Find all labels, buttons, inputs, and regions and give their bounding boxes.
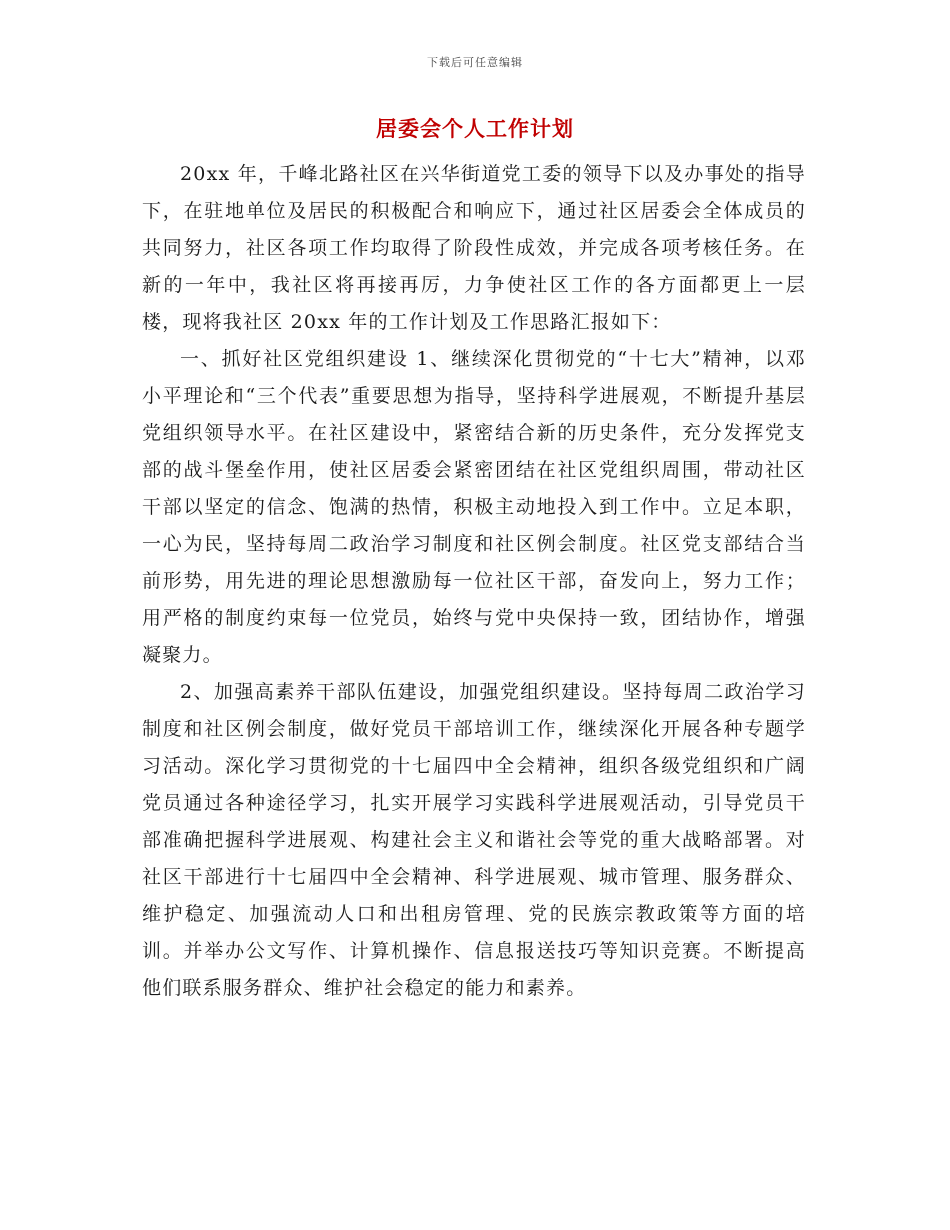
header-note: 下载后可任意编辑 <box>427 56 523 69</box>
document-body <box>142 156 806 1007</box>
paragraph-cadre-team: 2、加强高素养干部队伍建设，加强党组织建设。坚持每周二政治学习制度和社区例会制度，做好党员干部培训工作，继续深化开展各种专题学习活动。深化学习贯彻党的十七届四中全会精神，组织各级党组织和广阔党员通过各种途径学习，扎实开展学习实践科学进展观活动，引导党员干部准确把握科学进展观、构建社会主义和谐社会等党的重大战略部署。对社区干部进行十七届四中全会精神、科学进展观、城市管理、服务群众、维护稳定、加强流动人口和出租房管理、党的民族宗教政策等方面的培训。并举办公文写作、计算机操作、信息报送技巧等知识竞赛。不断提高他们联系服务群众、维护社会稳定的能力和素养。 <box>142 681 806 999</box>
document-title: 居委会个人工作计划 <box>376 116 574 141</box>
paragraph-intro: 20xx 年，千峰北路社区在兴华街道党工委的领导下以及办事处的指导下，在驻地单位及居民的积极配合和响应下，通过社区居委会全体成员的共同努力，社区各项工作均取得了阶段性成效，并完成各项考核任务。在新的一年中，我社区将再接再厉，力争使社区工作的各方面都更上一层楼，现将我社区 20xx 年的工作计划及工作思路汇报如下： <box>142 163 806 333</box>
paragraph-party-organization: 一、抓好社区党组织建设 1、继续深化贯彻党的“十七大”精神，以邓小平理论和“三个代表”重要思想为指导，坚持科学进展观，不断提升基层党组织领导水平。在社区建设中，紧密结合新的历史条件，充分发挥党支部的战斗堡垒作用，使社区居委会紧密团结在社区党组织周围，带动社区干部以坚定的信念、饱满的热情，积极主动地投入到工作中。立足本职，一心为民，坚持每周二政治学习制度和社区例会制度。社区党支部结合当前形势，用先进的理论思想激励每一位社区干部，奋发向上，努力工作；用严格的制度约束每一位党员，始终与党中央保持一致，团结协作，增强凝聚力。 <box>142 348 806 666</box>
